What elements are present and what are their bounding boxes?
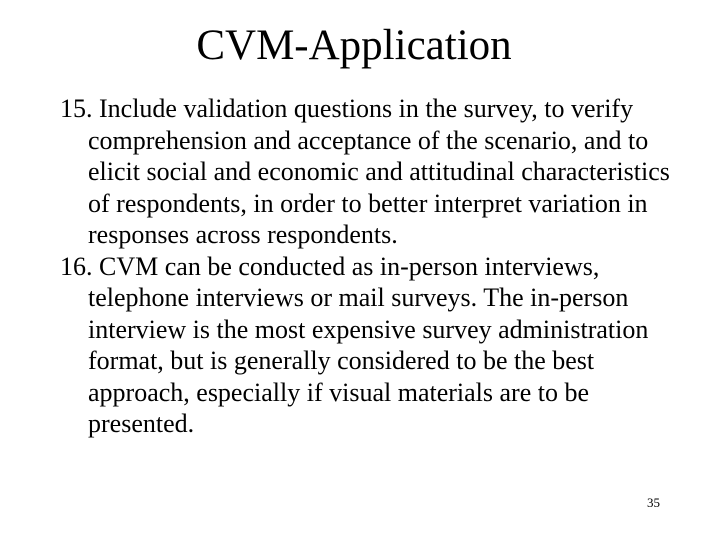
page-number: 35 xyxy=(647,495,660,510)
list-item: 15. Include validation questions in the survey, to verify comprehension and acceptance of the scenario, and to elicit social and economic and attitudinal characteristics of respondents, in order to better interpret variation in responses across respondents. xyxy=(60,94,670,249)
slide-title: CVM-Application xyxy=(196,22,512,69)
slide-body xyxy=(60,93,670,440)
list-item: 16. CVM can be conducted as in-person interviews, telephone interviews or mail surveys. The in-person interview is the most expensive survey administration format, but is generally considered to be the best approach, especially if visual materials are to be presented. xyxy=(60,251,649,438)
